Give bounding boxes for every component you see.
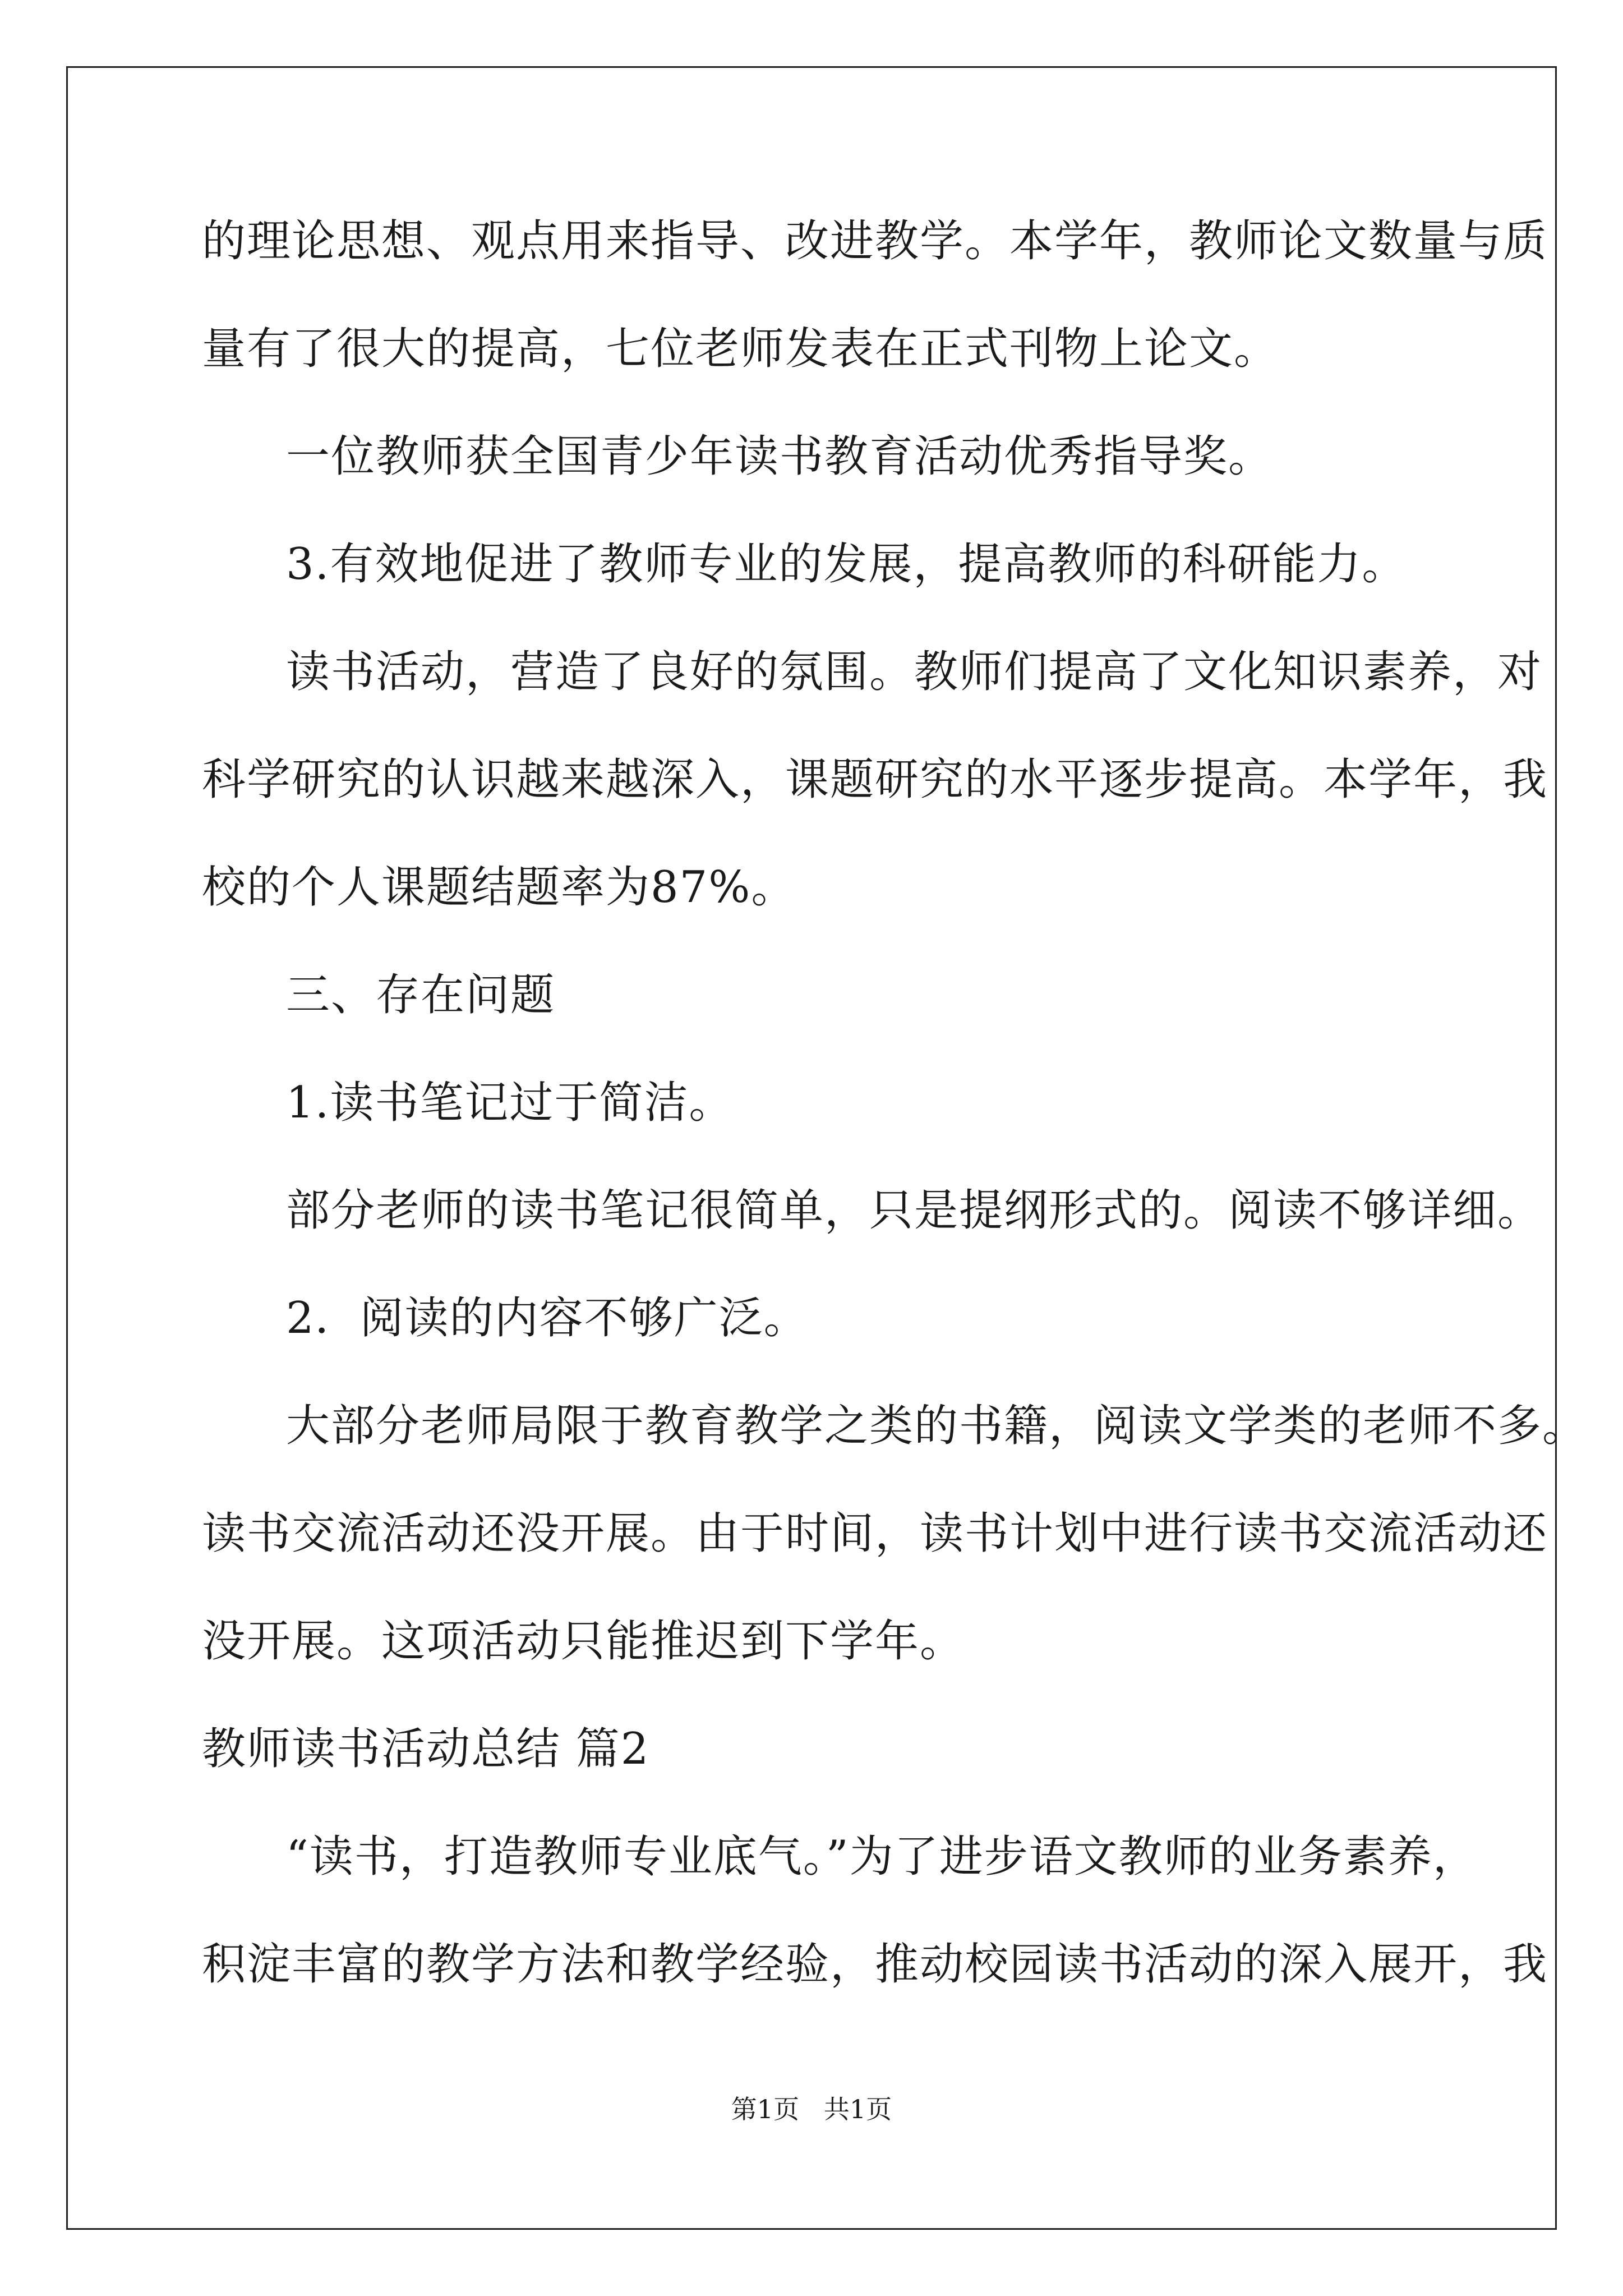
page-footer: 第1页 共1页 xyxy=(731,2094,892,2124)
section-heading: 三、存在问题 xyxy=(286,970,556,1020)
article-title: 教师读书活动总结 篇2 xyxy=(202,1724,650,1774)
text-line: 1.读书笔记过于简洁。 xyxy=(286,1078,734,1128)
text-line: 读书交流活动还没开展。由于时间，读书计划中进行读书交流活动还 xyxy=(202,1508,1548,1559)
text-line: 量有了很大的提高，七位老师发表在正式刊物上论文。 xyxy=(202,324,1279,374)
text-line: 校的个人课题结题率为87%。 xyxy=(202,862,796,913)
text-line: 读书活动，营造了良好的氛围。教师们提高了文化知识素养，对 xyxy=(286,647,1543,697)
text-line: 大部分老师局限于教育教学之类的书籍，阅读文学类的老师不多。 xyxy=(286,1401,1588,1451)
text-line: “读书，打造教师专业底气。”为了进步语文教师的业务素养， xyxy=(286,1832,1478,1882)
text-line: 科学研究的认识越来越深入，课题研究的水平逐步提高。本学年，我 xyxy=(202,754,1548,805)
text-line: 一位教师获全国青少年读书教育活动优秀指导奖。 xyxy=(286,431,1274,482)
text-line: 积淀丰富的教学方法和教学经验，推动校园读书活动的深入展开，我 xyxy=(202,1939,1548,1990)
text-line: 2．阅读的内容不够广泛。 xyxy=(286,1293,809,1343)
document-body xyxy=(202,208,1588,2039)
text-line: 没开展。这项活动只能推迟到下学年。 xyxy=(202,1616,965,1667)
text-line: 部分老师的读书笔记很简单，只是提纲形式的。阅读不够详细。 xyxy=(286,1185,1543,1236)
text-line: 3.有效地促进了教师专业的发展，提高教师的科研能力。 xyxy=(286,539,1407,590)
text-line: 的理论思想、观点用来指导、改进教学。本学年，教师论文数量与质 xyxy=(202,216,1548,266)
